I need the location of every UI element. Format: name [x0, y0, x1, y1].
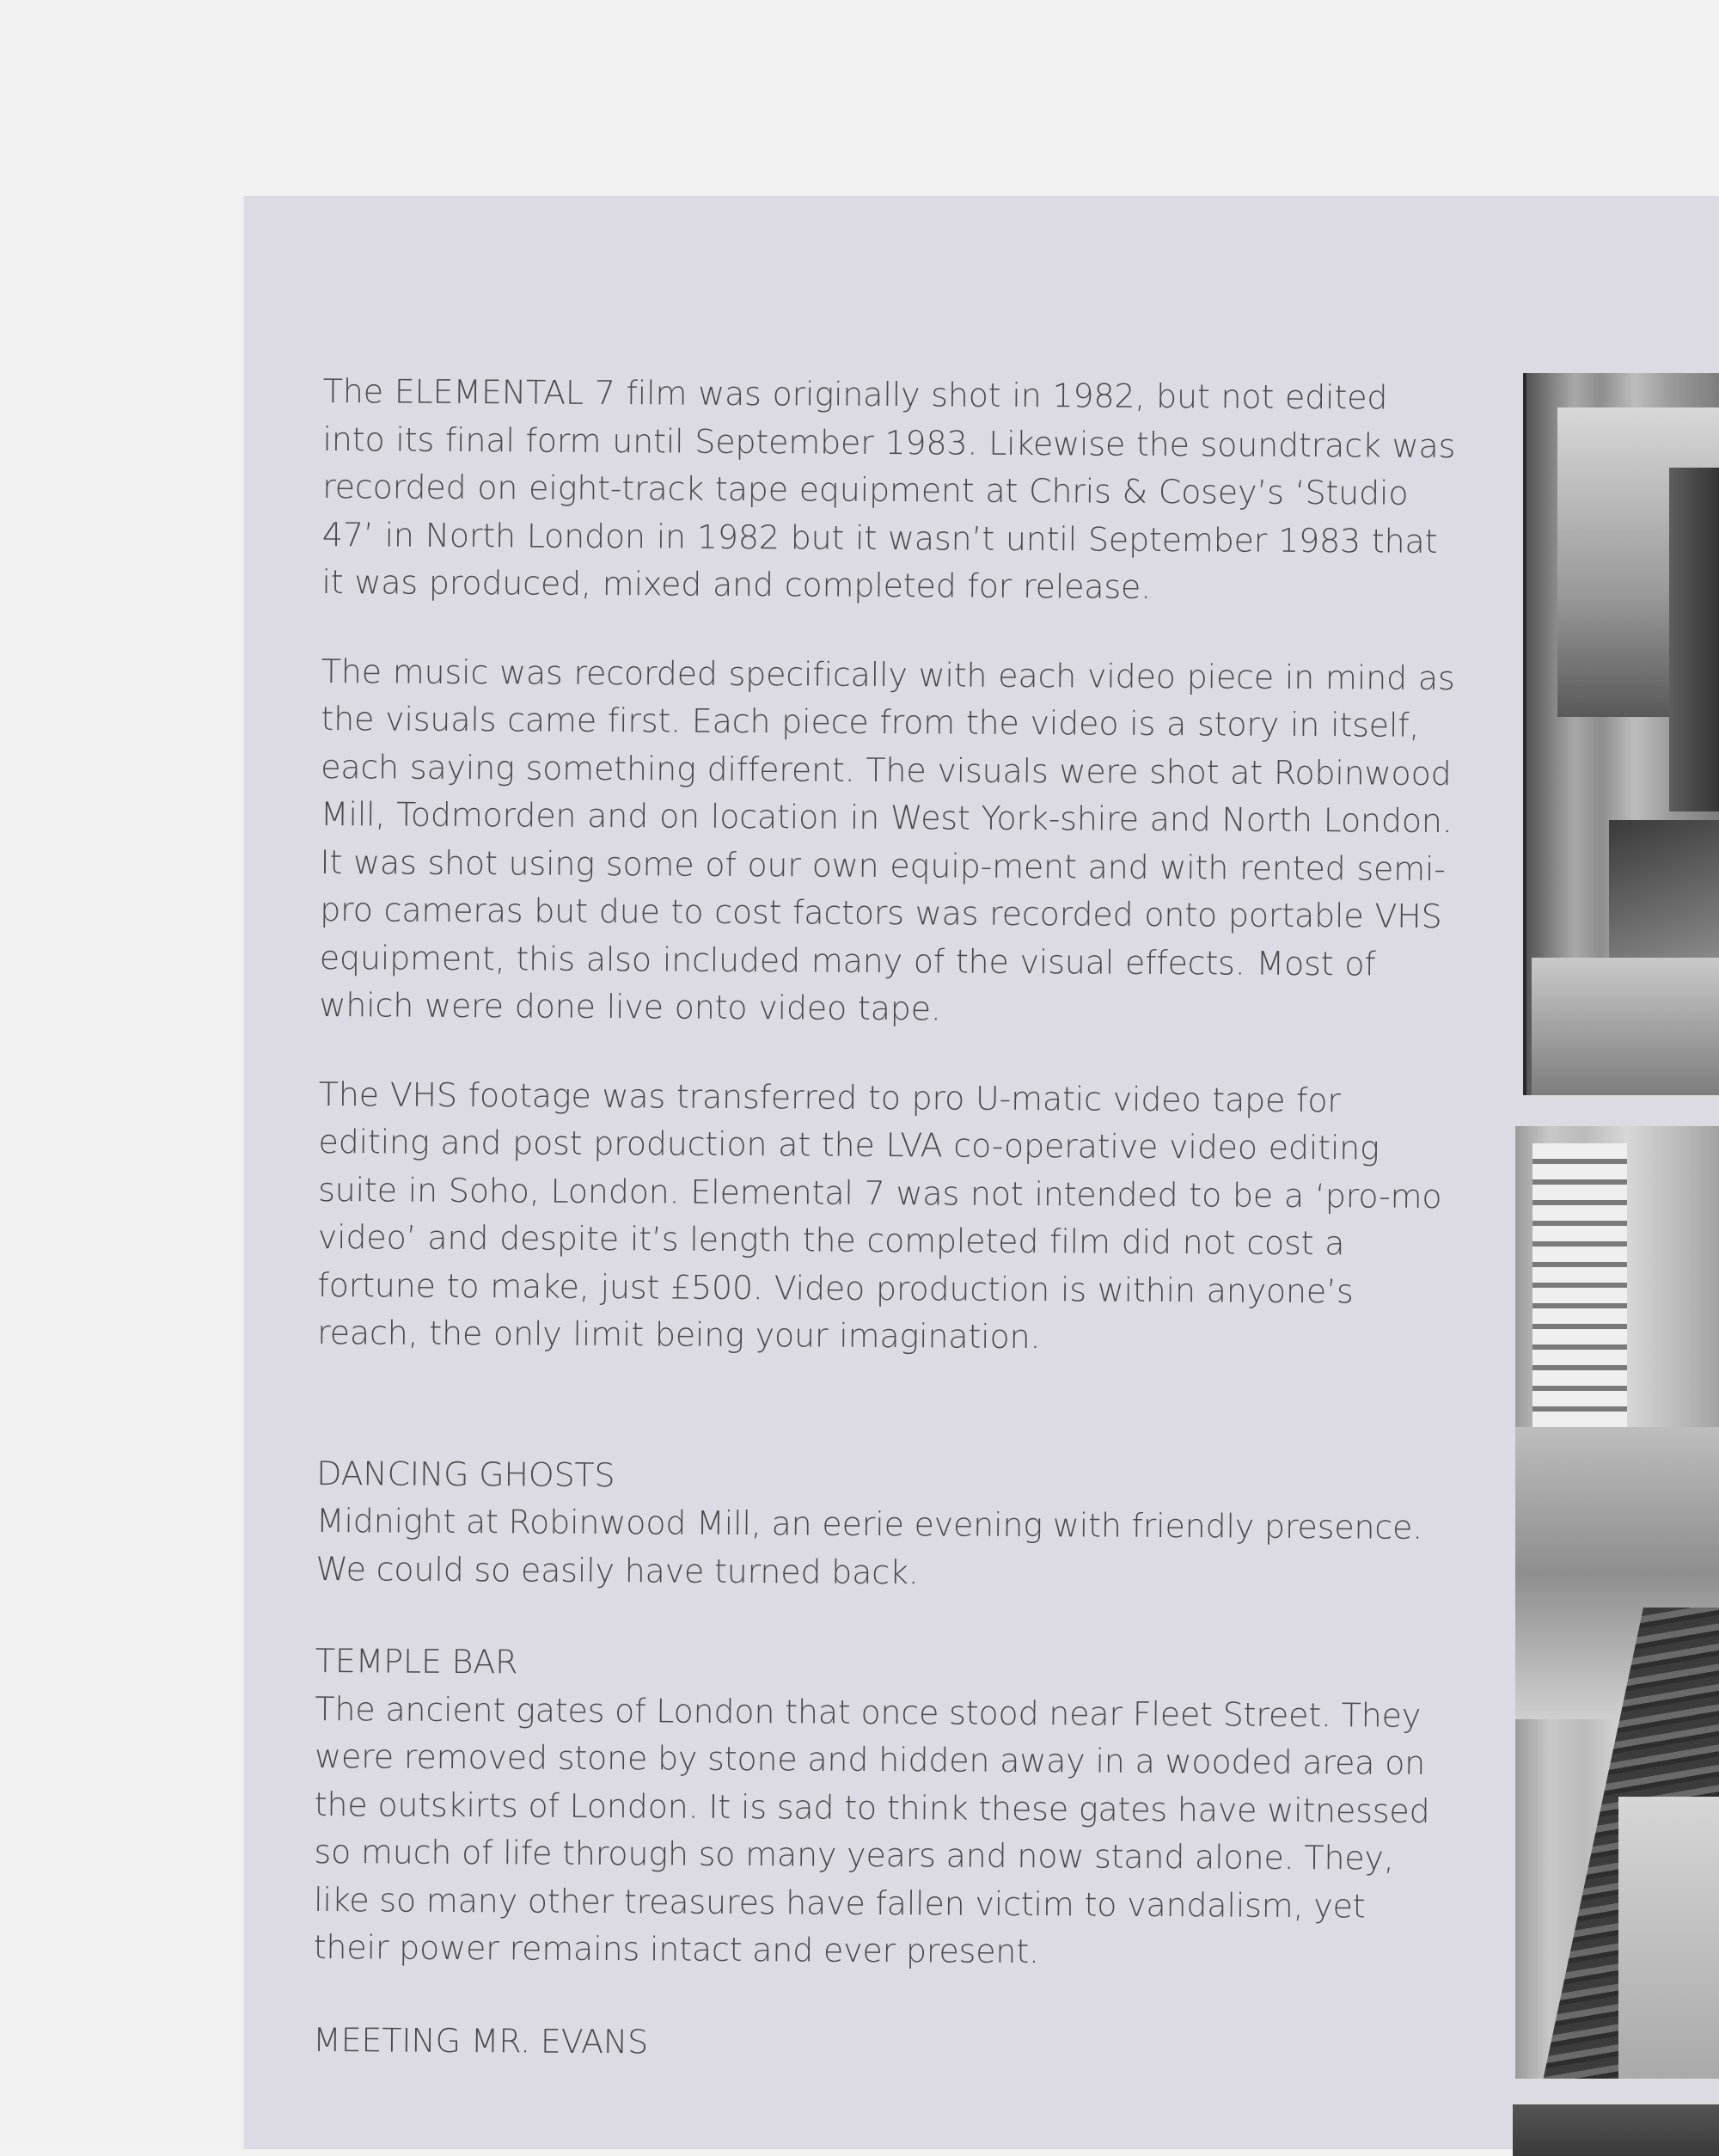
section-meeting-mr-evans: [313, 2016, 1447, 2071]
photo-detail: [1609, 820, 1719, 958]
section-body: The ancient gates of London that once stood near Fleet Street. They were removed stone by stone and hidden away in a wooded area on the outskirts of London. It is sad to think these gates have witnessed so much of life through so many years and now stand alone. They, like so many other treasures have fallen victim to vandalism, yet their power remains intact and ever present.: [313, 1689, 1430, 1971]
photo-studio-interior: [1523, 373, 1719, 1095]
text-column: [313, 368, 1458, 2116]
section-title: TEMPLE BAR: [315, 1641, 518, 1681]
paragraph-intro: The ELEMENTAL 7 film was originally shot in 1982, but not edited into its final form until September 1983. Likewise the soundtrack was recorded on eight-track tape equipment at Chris & Cosey’s ‘Studio 47’ in North London in 1982 but it wasn’t until September 1983 that it was produced, mixed and completed for release.: [321, 371, 1456, 606]
photo-partial-bottom: [1513, 2104, 1719, 2156]
paragraph-music: The music was recorded specifically with each video piece in mind as the visuals came first. Each piece from the video is a story in itself, each saying something different. The visuals were shot at Robinwood Mill, Todmorden and on location in West York-shire and North London. It was shot using some of our own equip-ment and with rented semi-pro cameras but due to cost factors was recorded onto portable VHS equipment, this also included many of the visual effects. Most of which were done live onto video tape.: [319, 652, 1455, 1028]
section-title: MEETING MR. EVANS: [312, 2020, 649, 2061]
photo-detail: [1618, 1797, 1719, 2079]
paragraph-vhs: The VHS footage was transferred to pro U-matic video tape for editing and post production at the LVA co-operative video editing suite in Soho, London. Elemental 7 was not intended to be a ‘pro-mo video’ and despite it’s length the completed film did not cost a fortune to make, just £500. Video production is within anyone’s reach, the only limit being your imagination.: [317, 1075, 1442, 1357]
photo-detail: [1532, 958, 1719, 1095]
section-temple-bar: [314, 1638, 1450, 1979]
section-dancing-ghosts: [315, 1449, 1451, 1600]
section-body: Midnight at Robinwood Mill, an eerie evening with friendly presence. We could so easily have turned back.: [315, 1501, 1423, 1591]
photo-detail: [1669, 468, 1719, 812]
photo-london-street-rooftop: [1515, 1126, 1719, 2079]
section-title: DANCING GHOSTS: [316, 1454, 615, 1494]
photo-edge: [1523, 373, 1526, 1095]
photo-detail: [1532, 1143, 1627, 1427]
